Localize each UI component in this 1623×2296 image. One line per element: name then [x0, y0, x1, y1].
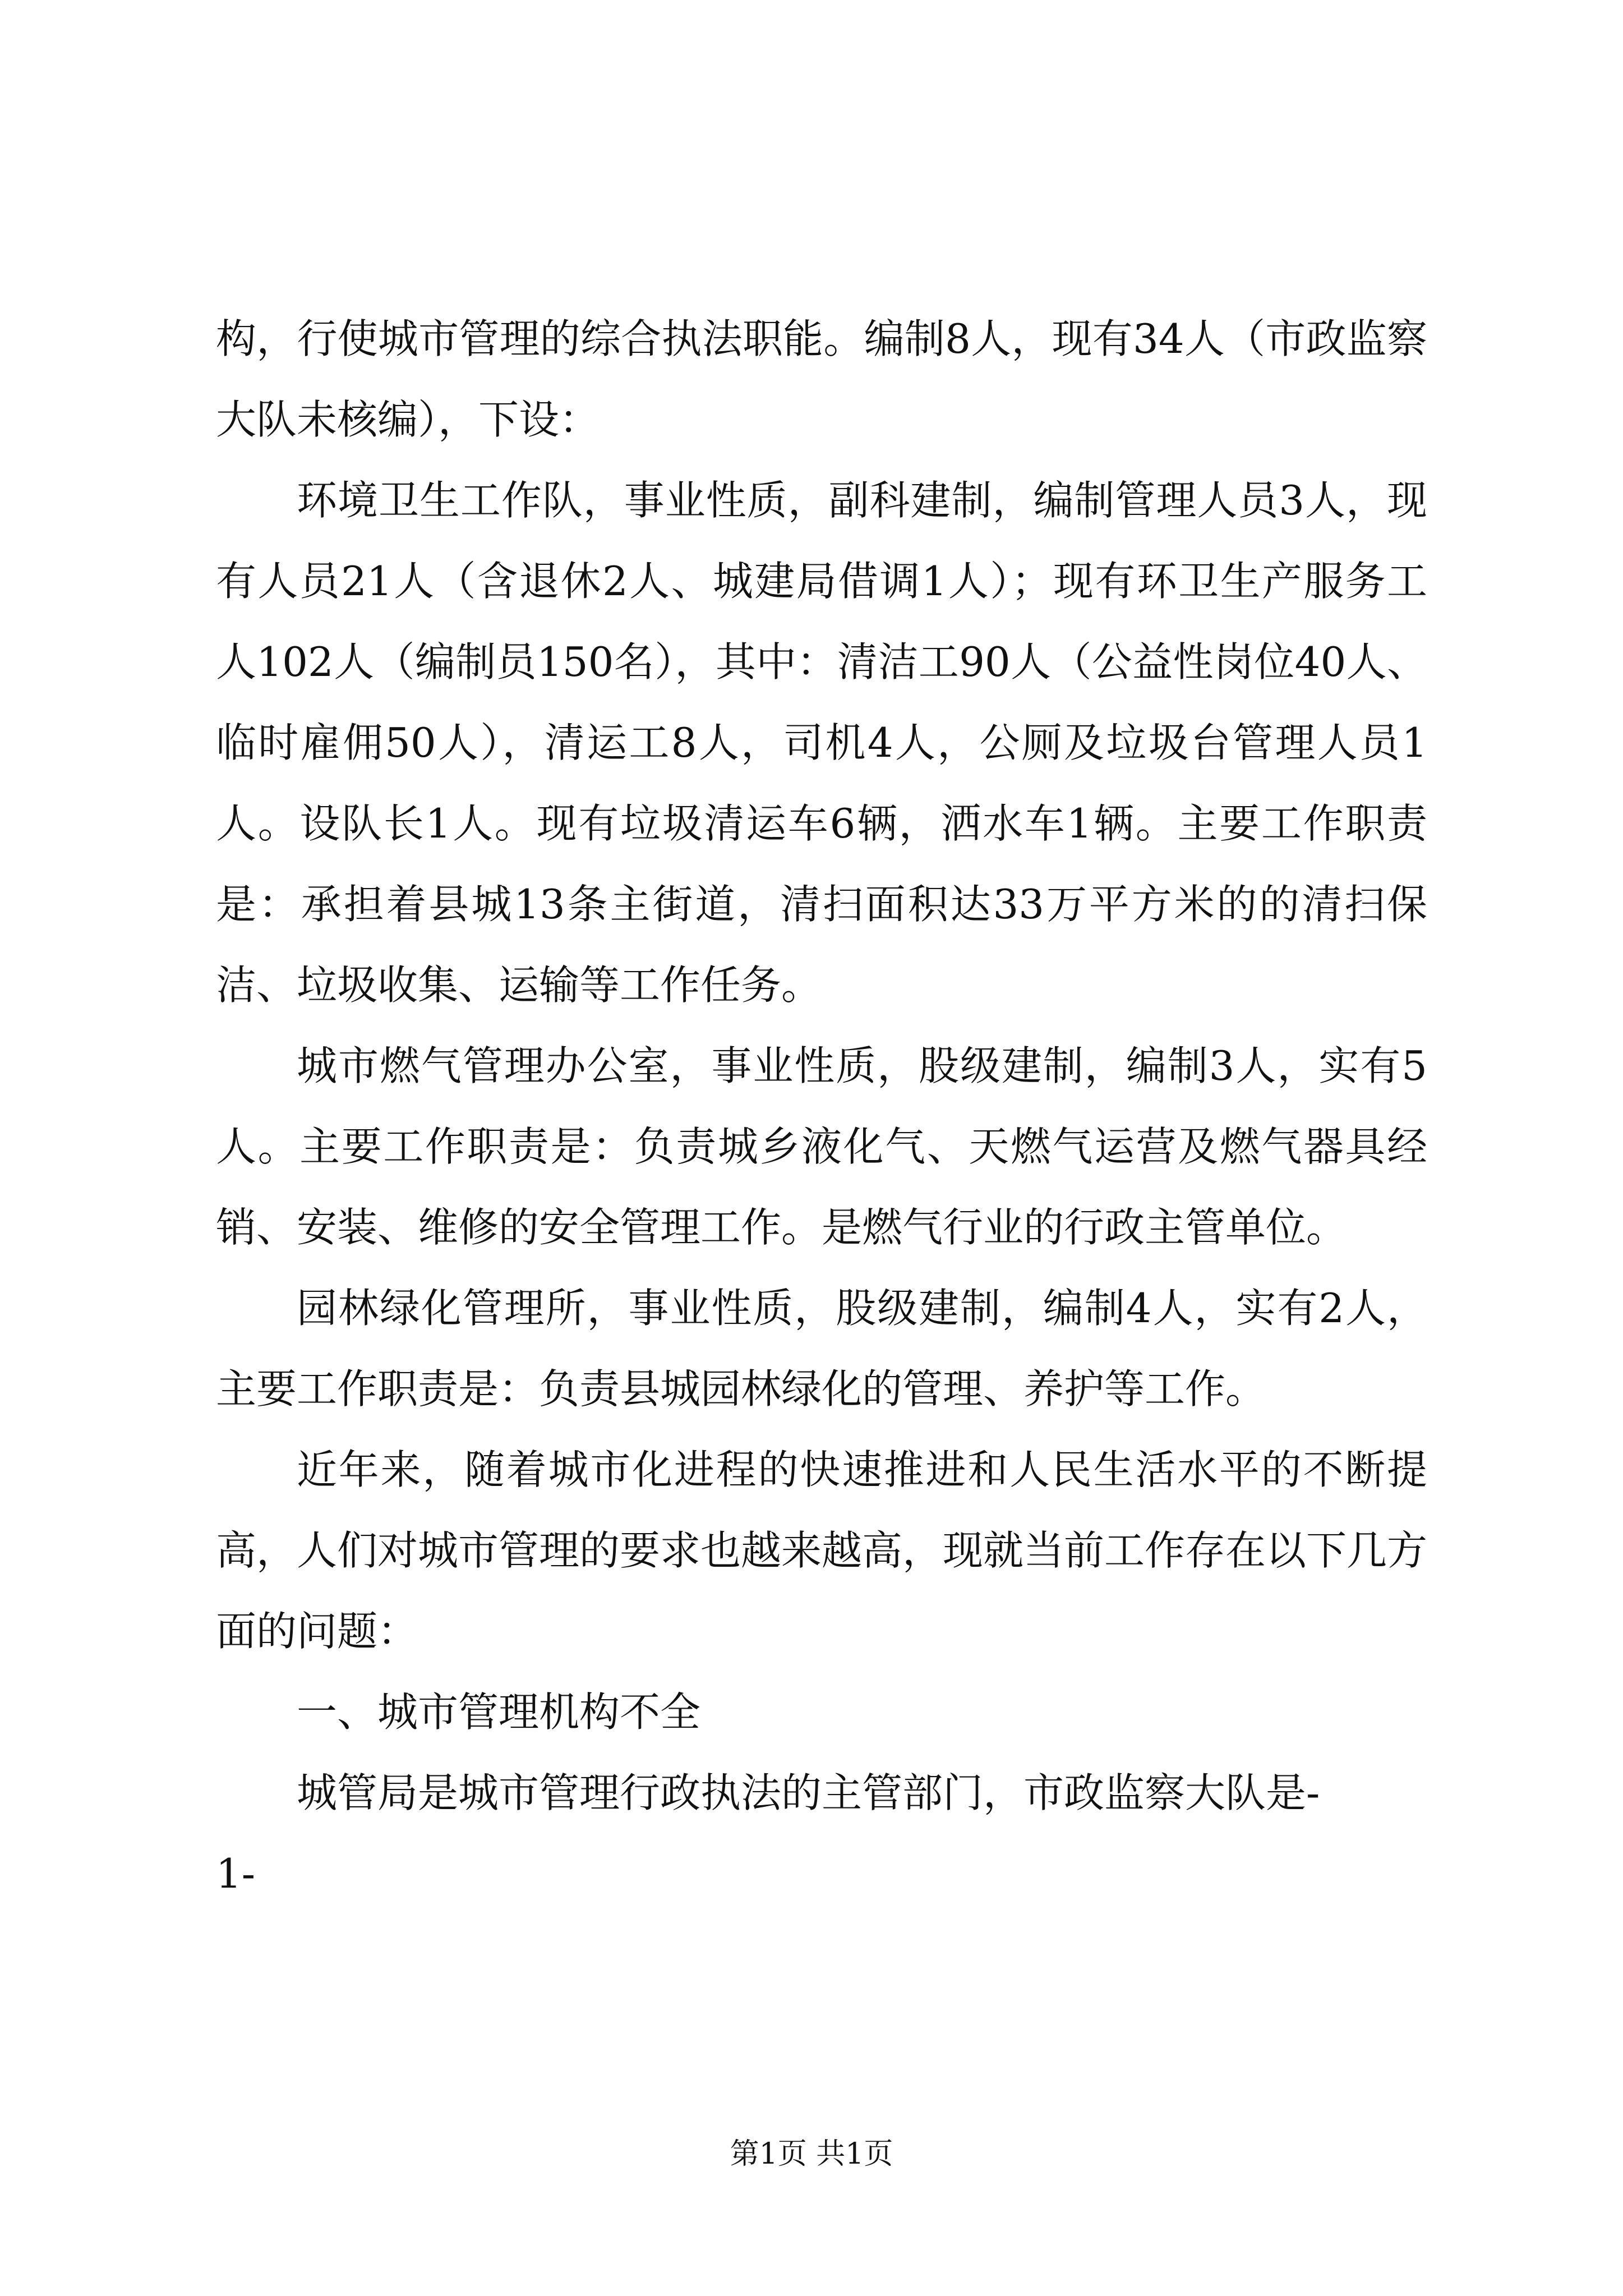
- section-heading: 一、城市管理机构不全: [297, 1688, 701, 1736]
- paragraph-recent-years: 近年来，随着城市化进程的快速推进和人民生活水平的不断提高，人们对城市管理的要求也越来越高，现就当前工作存在以下几方面的问题：: [216, 1446, 1428, 1655]
- paragraph-gas-office: 城市燃气管理办公室，事业性质，股级建制，编制3人，实有5人。主要工作职责是：负责城乡液化气、天燃气运营及燃气器具经销、安装、维修的安全管理工作。是燃气行业的行政主管单位。: [216, 1042, 1427, 1251]
- page-marker: 1-: [216, 1850, 256, 1897]
- page-footer: 第1页 共1页: [730, 2137, 893, 2171]
- paragraph-urban-management-bureau: 城管局是城市管理行政执法的主管部门，市政监察大队是-: [297, 1769, 1320, 1816]
- document-body: [216, 298, 1427, 1914]
- paragraph-sanitation-team: 环境卫生工作队，事业性质，副科建制，编制管理人员3人，现有人员21人（含退休2人、城建局借调1人）；现有环卫生产服务工人102人（编制员150名），其中：清洁工90人（公益性岗位40人、临时雇佣50人），清运工8人，司机4人，公厕及垃圾台管理人员1人。设队长1人。现有垃圾清运车6辆，洒水车1辆。主要工作职责是：承担着县城13条主街道，清扫面积达33万平方米的的清扫保洁、垃圾收集、运输等工作任务。: [216, 477, 1427, 1009]
- paragraph-continuation: 构，行使城市管理的综合执法职能。编制8人，现有34人（市政监察大队未核编），下设：: [216, 315, 1427, 443]
- paragraph-landscaping-office: 园林绿化管理所，事业性质，股级建制，编制4人，实有2人，主要工作职责是：负责县城园林绿化的管理、养护等工作。: [216, 1285, 1427, 1412]
